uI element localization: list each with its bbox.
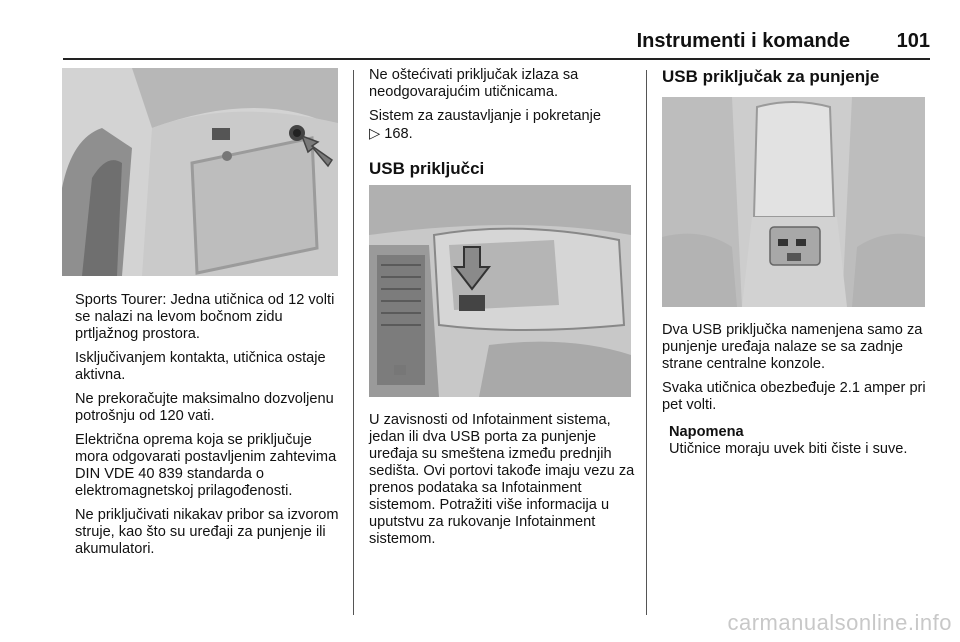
right-triangle-arrow-icon: ▷ xyxy=(369,125,381,142)
column-1-text xyxy=(75,292,343,565)
section-title-usb-charging: USB priključak za punjenje xyxy=(662,67,880,86)
rear-usb-figure xyxy=(662,97,925,307)
usb-ports-figure xyxy=(369,185,631,397)
page-number: 101 xyxy=(896,30,930,52)
column-3-text xyxy=(662,322,932,458)
note-box xyxy=(662,424,932,458)
header-rule xyxy=(63,58,930,60)
paragraph: Dva USB priključka namenjena samo za punjenje uređaja nalaze se sa zadnje strane centralne konzole. xyxy=(662,322,923,372)
trunk-socket-illustration xyxy=(62,68,338,276)
paragraph: U zavisnosti od Infotainment sistema, jedan ili dva USB porta za punjenje uređaja su smeštena između prednjih sedišta. Ovi portovi takođe imaju vezu za prenos podataka sa Infotainment sistemom. Potražiti više informacija u uputstvu za rukovanje Infotainment sistemom. xyxy=(369,412,635,547)
section-title-usb: USB priključci xyxy=(369,159,485,178)
paragraph: Isključivanjem kontakta, utičnica ostaje aktivna. xyxy=(75,350,326,383)
note-title: Napomena xyxy=(669,424,744,440)
rear-usb-illustration xyxy=(662,97,925,307)
usb-ports-illustration xyxy=(369,185,631,397)
column-divider-2 xyxy=(646,70,647,615)
column-3-title xyxy=(662,67,930,87)
note-text: Utičnice moraju uvek biti čiste i suve. xyxy=(669,441,908,457)
column-2-text-bottom xyxy=(369,412,635,555)
paragraph: Električna oprema koja se priključuje mora odgovarati postavljenim zahtevima DIN VDE 40 839 standarda o elektromagnetskoj prilagođenosti. xyxy=(75,432,337,499)
paragraph: Ne prekoračujte maksimalno dozvoljenu potrošnju od 120 vati. xyxy=(75,391,334,424)
page-header xyxy=(0,30,930,56)
page-reference[interactable]: 168. xyxy=(384,126,413,142)
paragraph xyxy=(369,108,635,143)
trunk-socket-figure xyxy=(62,68,338,276)
column-2-text-top xyxy=(369,67,635,179)
paragraph-text: Sistem za zaustavljanje i pokretanje xyxy=(369,108,601,124)
header-title: Instrumenti i komande xyxy=(636,30,850,52)
column-divider-1 xyxy=(353,70,354,615)
paragraph: Svaka utičnica obezbeđuje 2.1 amper pri pet volti. xyxy=(662,380,926,413)
paragraph: Sports Tourer: Jedna utičnica od 12 volti se nalazi na levom bočnom zidu prtljažnog prostora. xyxy=(75,292,335,342)
paragraph: Ne priključivati nikakav pribor sa izvorom struje, kao što su uređaji za punjenje ili akumulatori. xyxy=(75,507,339,557)
paragraph: Ne oštećivati priključak izlaza sa neodgovarajućim utičnicama. xyxy=(369,67,579,100)
watermark: carmanualsonline.info xyxy=(727,610,952,635)
